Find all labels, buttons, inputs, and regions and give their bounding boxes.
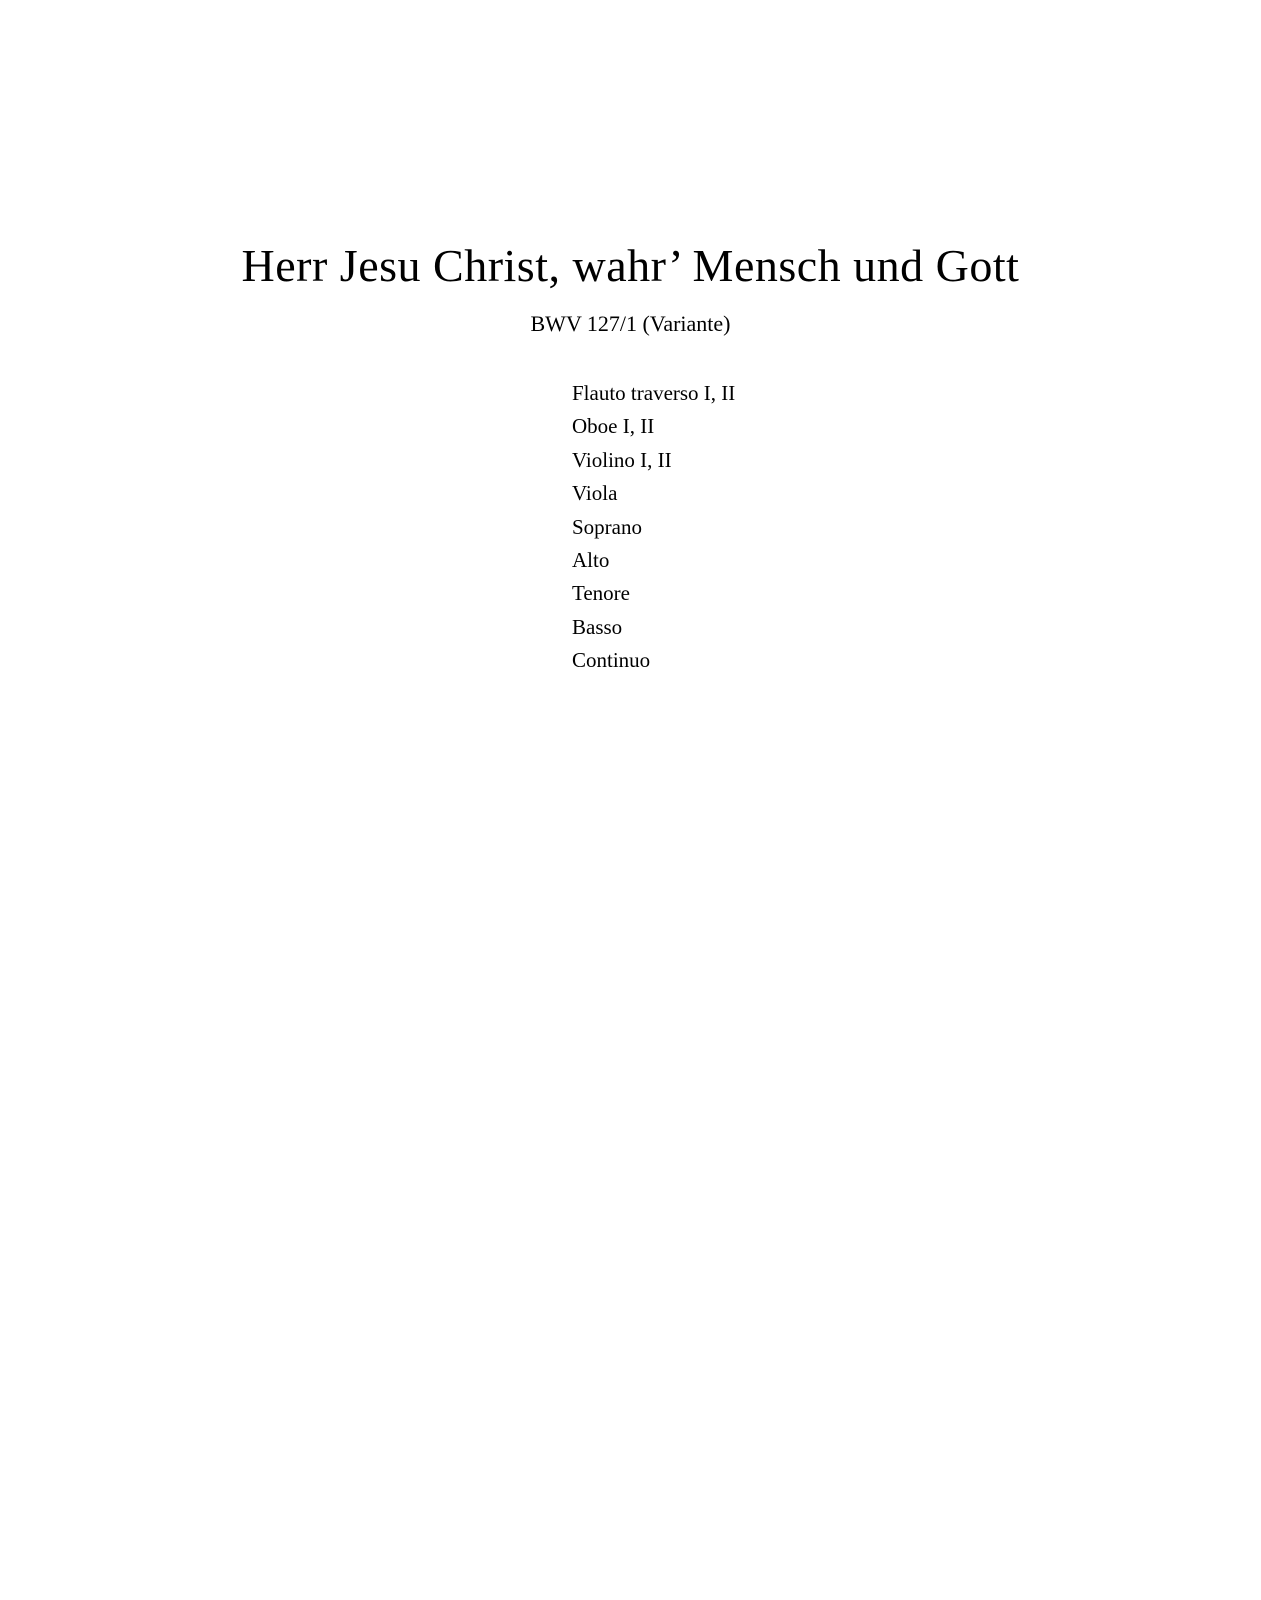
page-title: Herr Jesu Christ, wahr’ Mensch und Gott xyxy=(241,240,1020,291)
instrument-list-item-violino: Violino I, II xyxy=(572,447,672,472)
instrument-list-item-oboe: Oboe I, II xyxy=(572,414,655,439)
instrument-list xyxy=(572,377,735,678)
instrument-list-item-tenore: Tenore xyxy=(572,581,630,606)
instrument-list-item-basso: Basso xyxy=(572,614,623,639)
instrument-list-item-flauto-traverso: Flauto traverso I, II xyxy=(572,381,736,405)
instrument-list-item-soprano: Soprano xyxy=(572,514,642,539)
instrument-list-item-alto: Alto xyxy=(572,548,610,573)
instrument-list-item-viola: Viola xyxy=(572,481,618,506)
bwv-subtitle: BWV 127/1 (Variante) xyxy=(530,311,731,336)
instrument-list-item-continuo: Continuo xyxy=(572,648,651,673)
